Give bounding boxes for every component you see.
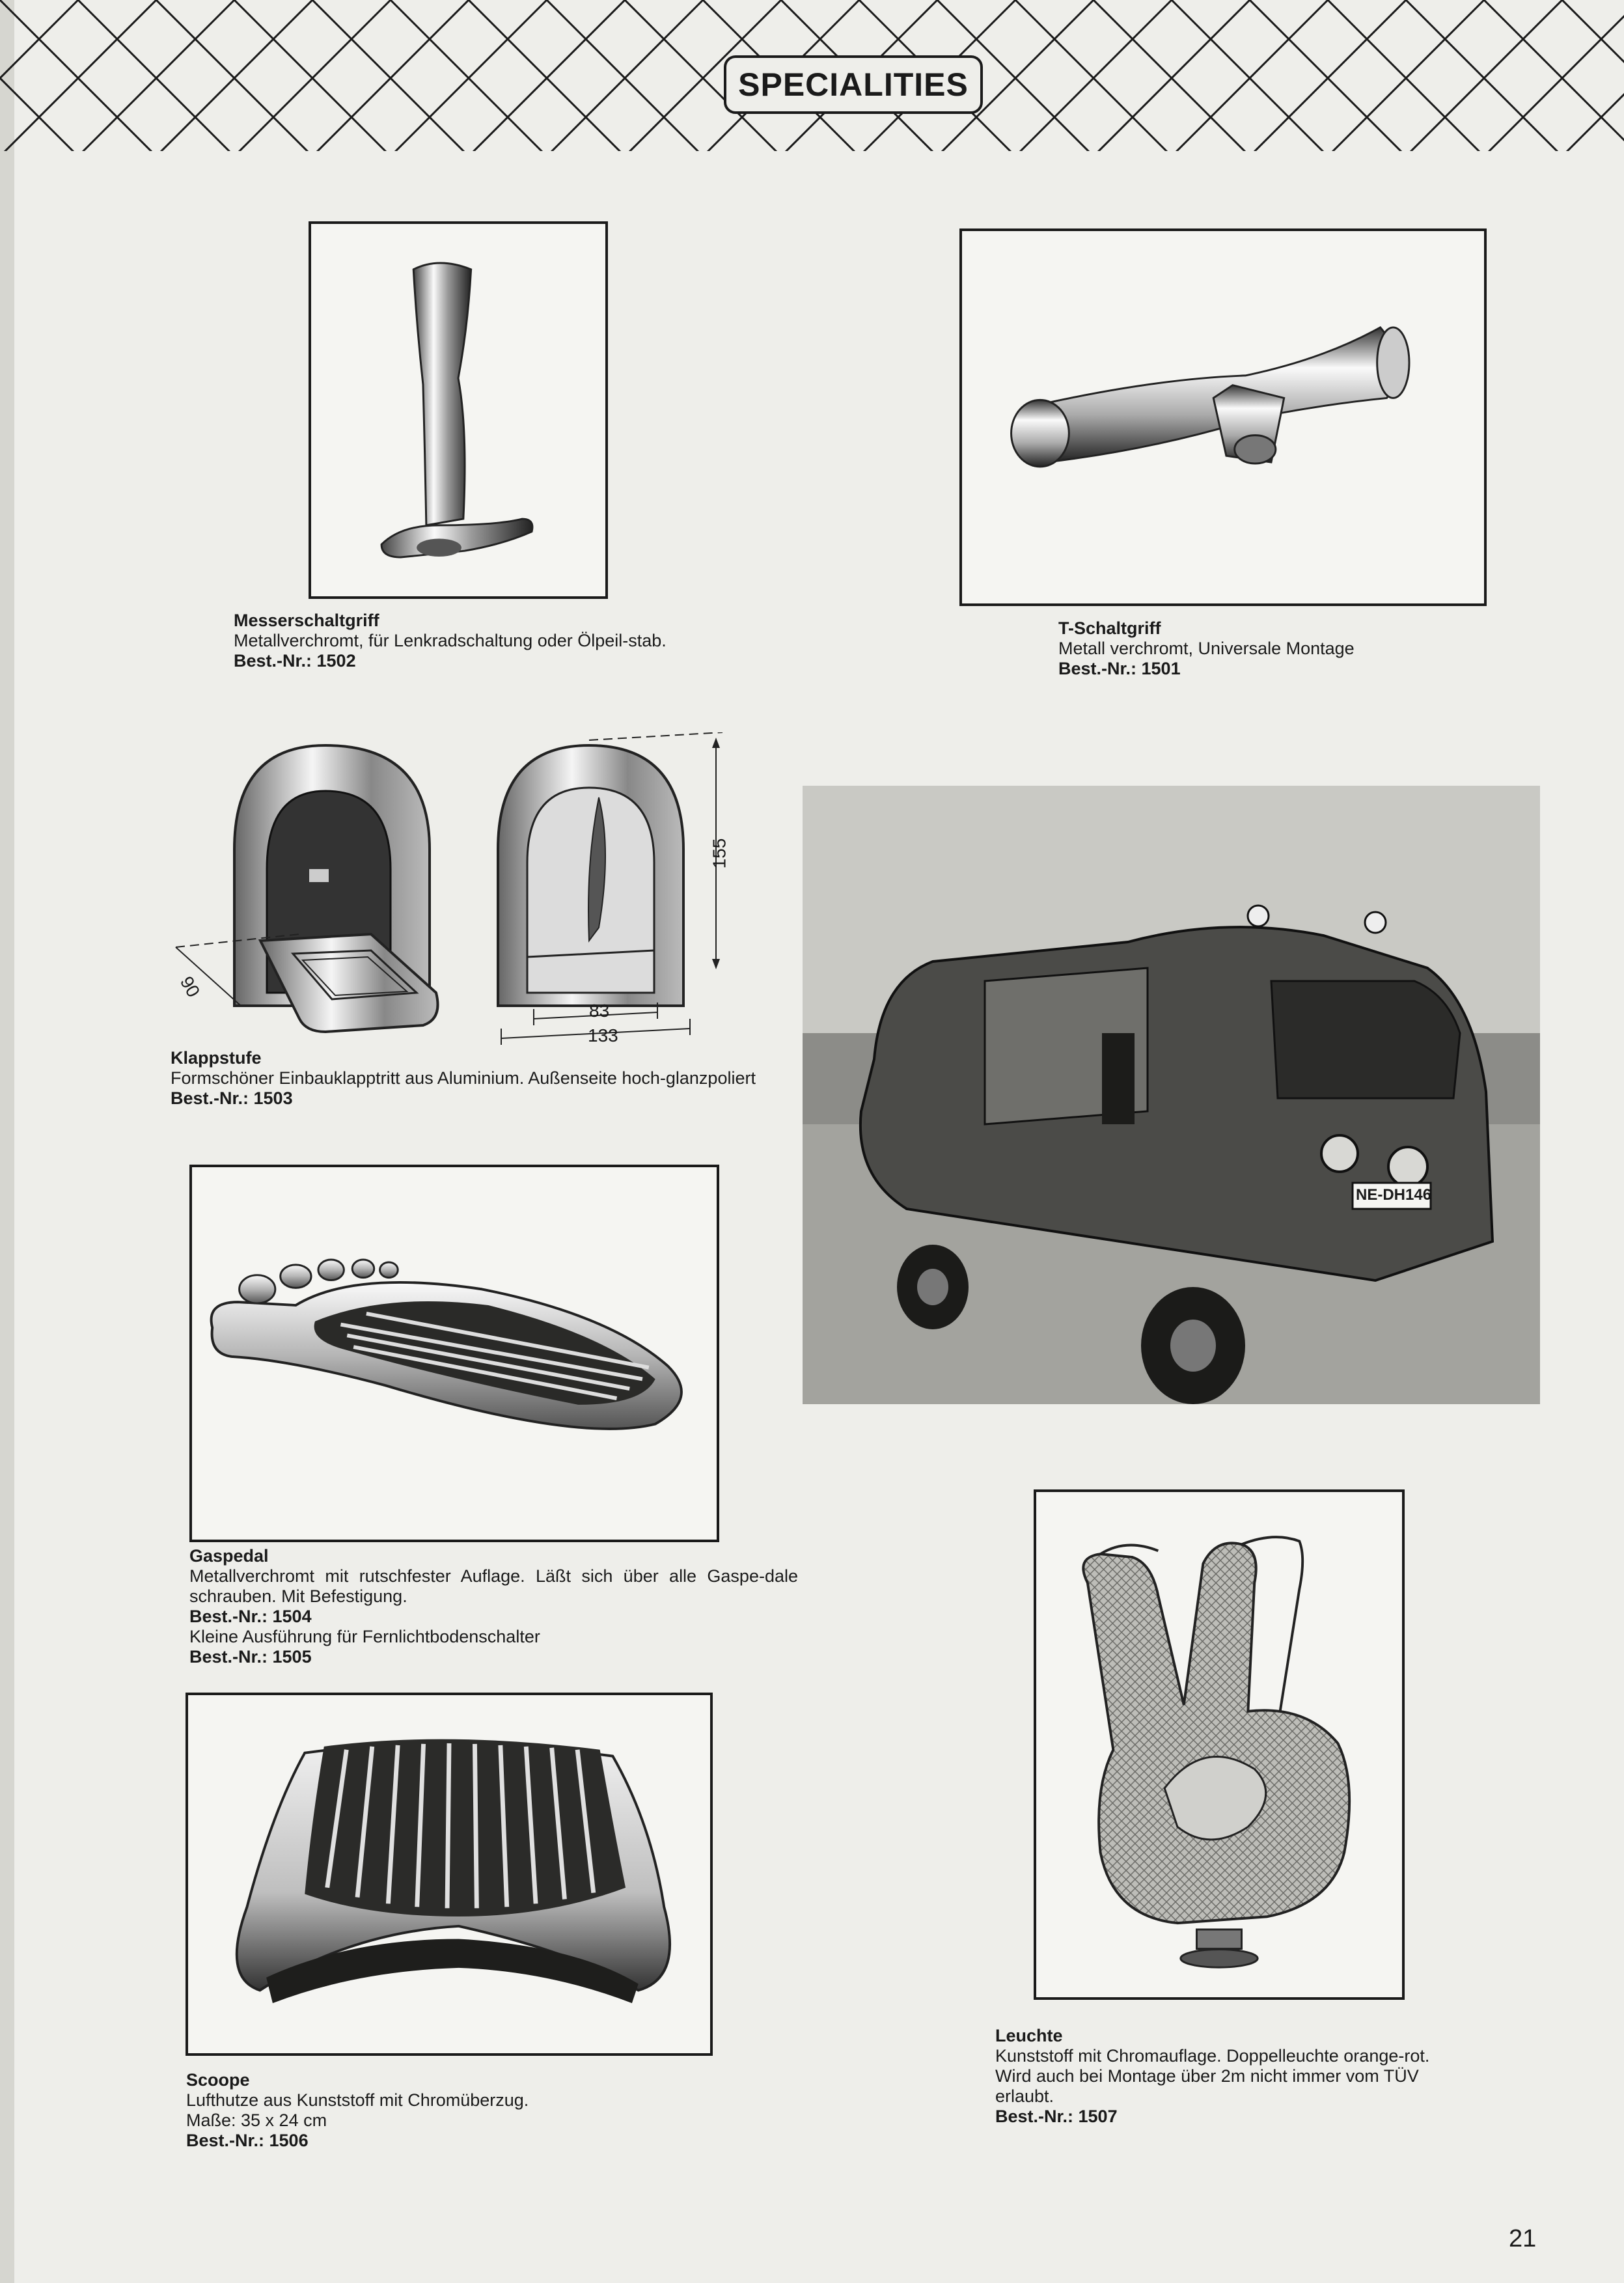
caption-messerschaltgriff [234, 611, 702, 671]
product-description: Formschöner Einbauklapptritt aus Aluminium. Außenseite hoch-glanzpoliert [171, 1068, 756, 1088]
dimension-outer-width: 133 [588, 1025, 618, 1045]
folding-step-illustration [163, 732, 749, 1051]
order-number: Best.-Nr.: 1506 [186, 2131, 309, 2150]
product-description: Metall verchromt, Universale Montage [1058, 639, 1355, 658]
order-number: Best.-Nr.: 1501 [1058, 659, 1181, 678]
knife-shifter-photo [309, 221, 608, 599]
variant-order-number: Best.-Nr.: 1505 [189, 1647, 312, 1667]
page-binding-edge [0, 0, 14, 2283]
order-number: Best.-Nr.: 1507 [995, 2107, 1118, 2126]
page-title: SPECIALITIES [724, 55, 983, 114]
order-number: Best.-Nr.: 1502 [234, 651, 356, 671]
dimension-height: 155 [709, 838, 730, 869]
hand-lamp-photo [1034, 1489, 1405, 2000]
caption-t-schaltgriff [1058, 618, 1514, 679]
dimension-depth: 90 [176, 973, 204, 1001]
dimension-inner-width: 83 [589, 1001, 610, 1021]
custom-van-photo [803, 786, 1540, 1404]
t-shifter-photo [959, 228, 1487, 606]
scoop-photo [186, 1693, 713, 2056]
caption-klappstufe [171, 1048, 779, 1109]
product-name: Messerschaltgriff [234, 611, 379, 630]
order-number: Best.-Nr.: 1504 [189, 1607, 312, 1626]
product-name: Gaspedal [189, 1546, 269, 1566]
page-number: 21 [1509, 2225, 1537, 2252]
order-number: Best.-Nr.: 1503 [171, 1088, 293, 1108]
product-name: Scoope [186, 2070, 250, 2090]
product-description: Metallverchromt, für Lenkradschaltung oder Ölpeil-stab. [234, 631, 667, 650]
van-license-plate: NE-DH146 [1356, 1186, 1432, 1204]
product-name: T-Schaltgriff [1058, 618, 1161, 638]
gas-pedal-photo [189, 1165, 719, 1542]
caption-leuchte [995, 2026, 1464, 2127]
product-name: Klappstufe [171, 1048, 262, 1068]
caption-gaspedal [189, 1546, 798, 1667]
variant-description: Kleine Ausführung für Fernlichtbodenschalter [189, 1627, 540, 1646]
product-name: Leuchte [995, 2026, 1063, 2045]
product-description: Kunststoff mit Chromauflage. Doppelleuchte orange-rot. Wird auch bei Montage über 2m nicht immer vom TÜV erlaubt. [995, 2046, 1430, 2106]
product-description: Lufthutze aus Kunststoff mit Chromüberzug. [186, 2090, 529, 2110]
product-size: Maße: 35 x 24 cm [186, 2110, 327, 2130]
caption-scoope [186, 2070, 707, 2151]
product-description: Metallverchromt mit rutschfester Auflage. Läßt sich über alle Gaspe-dale schrauben. Mit Befestigung. [189, 1566, 798, 1606]
